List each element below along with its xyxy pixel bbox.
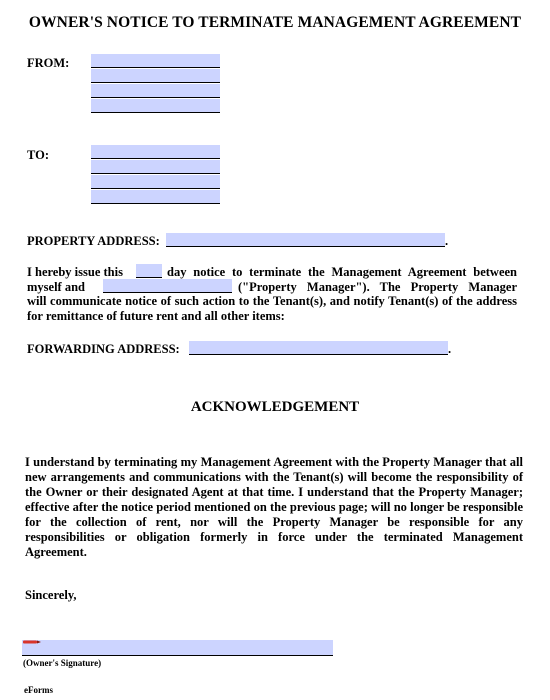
from-line-4-field[interactable] (91, 99, 220, 113)
pen-icon (23, 640, 41, 644)
property-address-label: PROPERTY ADDRESS: (27, 234, 160, 248)
to-line-1-field[interactable] (91, 145, 220, 159)
to-line-2-field[interactable] (91, 160, 220, 174)
notice-text-part2: day notice to terminate the Management Agreement between (167, 265, 517, 279)
period-mark: . (445, 234, 449, 248)
document-title: OWNER'S NOTICE TO TERMINATE MANAGEMENT AGREEMENT (28, 14, 522, 31)
to-line-3-field[interactable] (91, 175, 220, 189)
signature-caption: (Owner's Signature) (23, 658, 102, 668)
notice-text-part3: myself and (27, 280, 85, 294)
notice-text-part4: ("Property Manager"). The Property Manager (238, 280, 517, 294)
notice-text-rest: will communicate notice of such action to the Tenant(s), and notify Tenant(s) of the address for remittance of future rent and all other items: (27, 294, 517, 323)
forwarding-address-label: FORWARDING ADDRESS: (27, 342, 180, 356)
to-label: TO: (27, 148, 49, 162)
acknowledgement-paragraph: I understand by terminating my Management Agreement with the Property Manager that all new arrangements and communications with the Tenant(s) will become the responsibility of the Owner or their designated Agent at that time. I understand that the Property Manager; effective after the notice period mentioned on the previous page; will no longer be responsible for the collection of rent, nor will the Property Manager be responsible for any responsibilities or obligation formerly in force under the terminated Management Agreement. (25, 455, 523, 559)
owner-signature-field[interactable] (22, 640, 333, 656)
notice-days-field[interactable] (136, 264, 162, 278)
footer-brand: eForms (24, 685, 53, 695)
from-line-3-field[interactable] (91, 84, 220, 98)
from-label: FROM: (27, 56, 70, 70)
from-line-2-field[interactable] (91, 69, 220, 83)
period-mark: . (448, 342, 452, 356)
from-line-1-field[interactable] (91, 54, 220, 68)
acknowledgement-heading: ACKNOWLEDGEMENT (190, 399, 360, 415)
notice-text-part1: I hereby issue this (27, 265, 123, 279)
forwarding-address-field[interactable] (189, 341, 448, 355)
closing-text: Sincerely, (25, 588, 77, 602)
to-line-4-field[interactable] (91, 190, 220, 204)
property-manager-name-field[interactable] (103, 279, 232, 293)
property-address-field[interactable] (166, 233, 445, 247)
